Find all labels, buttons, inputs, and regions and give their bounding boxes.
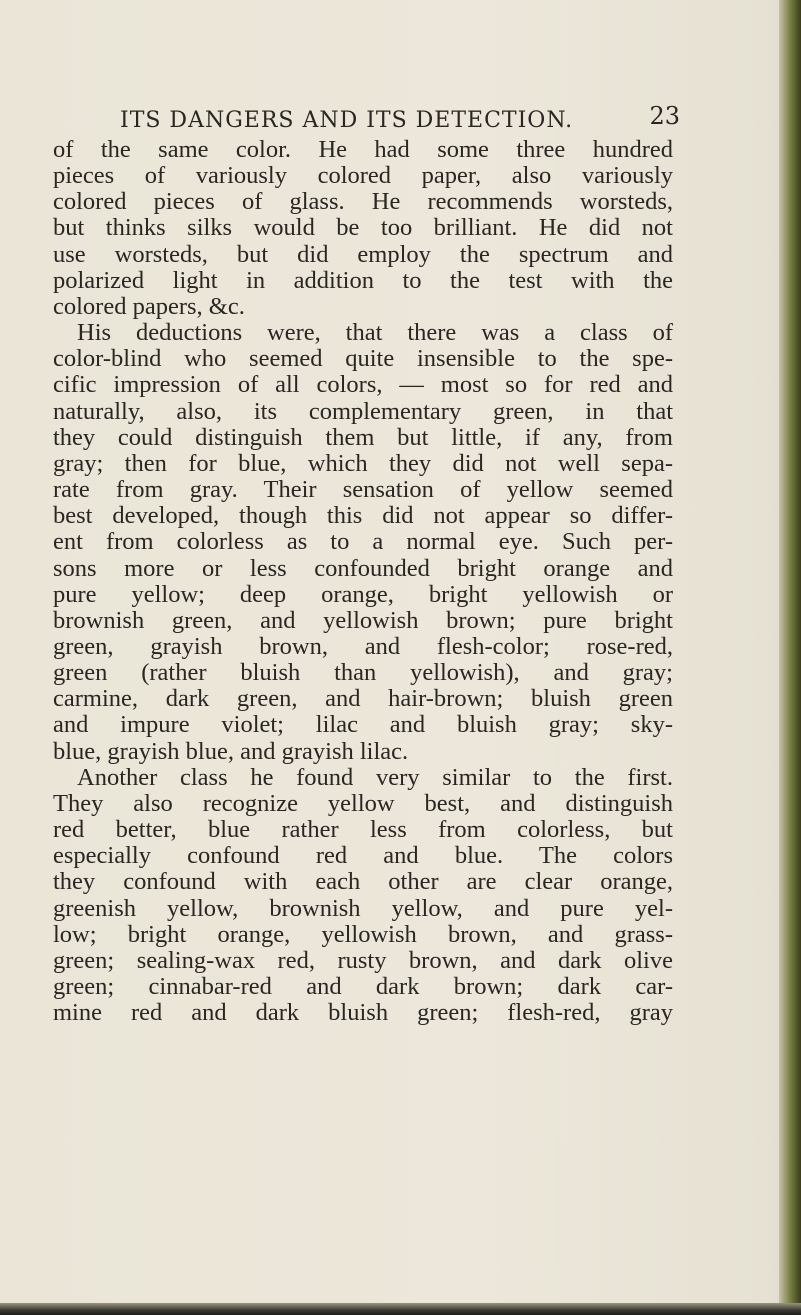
- text-line: carmine, dark green, and hair-brown; bluish green: [53, 685, 673, 713]
- text-line: ent from colorless as to a normal eye. Such per-: [53, 528, 673, 556]
- text-line: gray; then for blue, which they did not well sepa-: [53, 449, 673, 477]
- body-text: [53, 137, 673, 1026]
- text-line: rate from gray. Their sensation of yellow seemed: [53, 476, 673, 504]
- text-line: sons more or less confounded bright orange and: [53, 554, 673, 582]
- book-spine-edge: [779, 0, 801, 1315]
- text-line: but thinks silks would be too brilliant. He did not: [53, 214, 673, 242]
- text-line: they could distinguish them but little, if any, from: [53, 423, 673, 451]
- text-line: cific impression of all colors, — most so for red and: [53, 371, 673, 399]
- text-line: best developed, though this did not appear so differ-: [53, 502, 673, 530]
- text-line: red better, blue rather less from colorless, but: [53, 816, 673, 844]
- text-line: and impure violet; lilac and bluish gray; sky-: [53, 711, 673, 739]
- text-line: pieces of variously colored paper, also variously: [53, 162, 673, 190]
- text-line: green, grayish brown, and flesh-color; rose-red,: [53, 632, 673, 660]
- text-line: color-blind who seemed quite insensible to the spe-: [53, 345, 673, 373]
- text-line: brownish green, and yellowish brown; pure bright: [53, 606, 673, 634]
- text-line: green; cinnabar-red and dark brown; dark car-: [53, 973, 673, 1000]
- text-line: polarized light in addition to the test with the: [53, 266, 673, 294]
- text-line: They also recognize yellow best, and distinguish: [53, 789, 673, 817]
- text-line: pure yellow; deep orange, bright yellowish or: [53, 580, 673, 608]
- running-head: ITS DANGERS AND ITS DETECTION.: [120, 108, 574, 133]
- text-line: green; sealing-wax red, rusty brown, and dark olive: [53, 946, 673, 974]
- text-line: especially confound red and blue. The colors: [53, 842, 673, 870]
- page-number: 23: [649, 102, 680, 130]
- text-line: naturally, also, its complementary green, in that: [53, 397, 673, 425]
- paragraph-start: Another class he found very similar to the first.: [77, 763, 673, 791]
- text-line: of the same color. He had some three hundred: [53, 136, 673, 163]
- text-line: mine red and dark bluish green; flesh-red, gray: [53, 999, 673, 1027]
- text-line: use worsteds, but did employ the spectrum and: [53, 240, 673, 268]
- page-bottom-edge: [0, 1303, 801, 1315]
- text-line: they confound with each other are clear orange,: [53, 868, 673, 896]
- paragraph-start: His deductions were, that there was a class of: [77, 319, 673, 347]
- text-line: colored pieces of glass. He recommends worsteds,: [53, 188, 673, 216]
- text-line: colored papers, &c.: [53, 292, 245, 320]
- text-line: green (rather bluish than yellowish), and gray;: [53, 659, 673, 687]
- text-line: low; bright orange, yellowish brown, and grass-: [53, 920, 673, 948]
- text-line: blue, grayish blue, and grayish lilac.: [53, 737, 409, 765]
- text-line: greenish yellow, brownish yellow, and pure yel-: [53, 894, 673, 922]
